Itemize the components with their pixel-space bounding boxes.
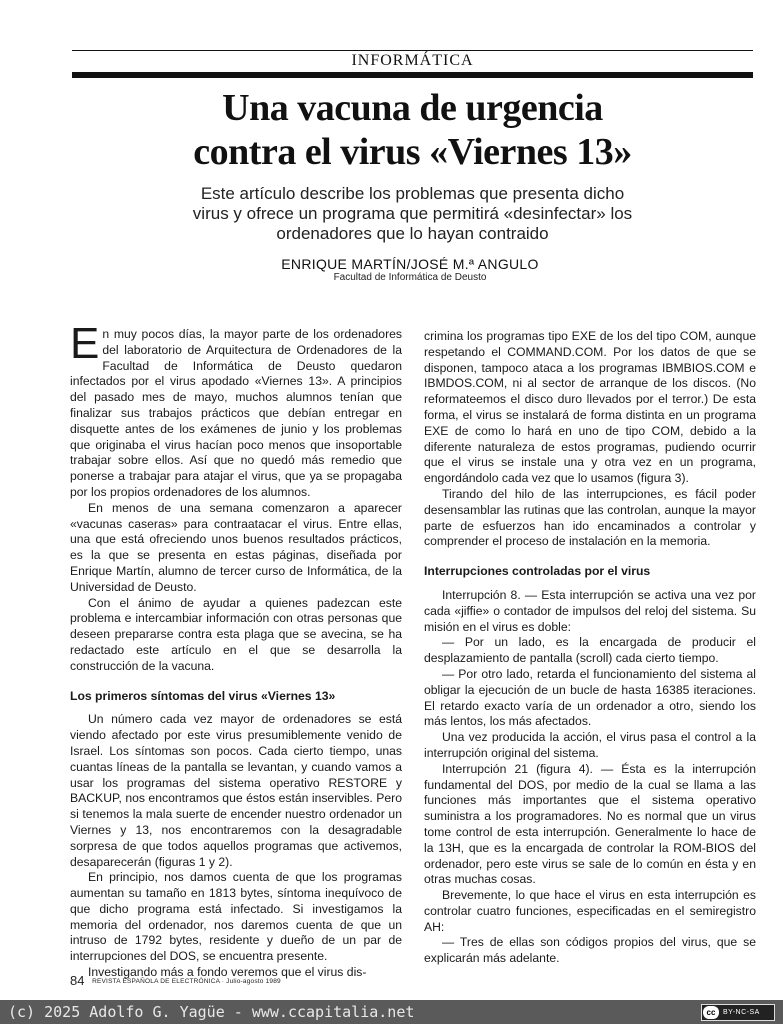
- paragraph: Un número cada vez mayor de ordenadores se está viendo afectado por este virus presumiblemente venido de Israel. Los síntomas son pocos. Cada cierto tiempo, unas cuantas líneas de la pantalla se levantan, y cuando vamos a usar los programas del sistema operativo RESTORE y BACKUP, nos encontramos que éstos están inservibles. Pero si tenemos la mala suerte de encender nuestro ordenador un Viernes y 13, nos encontraremos con la desagradable sorpresa de que todos aquellos programas que activemos, desaparecerán (figuras 1 y 2).: [70, 712, 402, 869]
- paragraph: Interrupción 8. — Esta interrupción se activa una vez por cada «jiffie» o contador de impulsos del reloj del sistema. Su misión en el virus es doble:: [424, 587, 756, 634]
- authors: ENRIQUE MARTÍN/JOSÉ M.ª ANGULO: [281, 256, 539, 272]
- section-heading: Interrupciones controladas por el virus: [424, 564, 651, 579]
- paragraph: — Por otro lado, retarda el funcionamiento del sistema al obligar la ejecución de un bucle de hasta 16385 iteraciones. El retardo exacto varía de un ordenador a otro, siendo los más lentos, los más afectados.: [424, 666, 756, 729]
- right-column: [424, 329, 756, 966]
- paragraph: Con el ánimo de ayudar a quienes padezcan este problema e intercambiar información con otras personas que deseen prepararse contra esta plaga que se avecina, se ha redactado este artículo en el que se desarrolla la construcción de la vacuna.: [70, 595, 402, 673]
- paragraph: — Por un lado, es la encargada de producir el desplazamiento de pantalla (scroll) cada cierto tiempo.: [424, 635, 756, 666]
- paragraph-intro-text: n muy pocos días, la mayor parte de los ordenadores del laboratorio de Arquitectura de Ordenadores de la Facultad de Informática de Deusto quedaron infectados por el virus apodado «Viernes 13». A principios del pasado mes de mayo, muchos alumnos tenían que finalizar sus trabajos prácticos que debían entregar en disquette antes de los exámenes de junio y los problemas que originaba el virus hacían poco menos que insoportable trabajar sobre ellos. Así que no quedó más remedio que ponerse a trabajar para atajar el virus, que ya se propagaba por los propios ordenadores de los alumnos.: [70, 327, 402, 499]
- section-label: INFORMÁTICA: [351, 52, 474, 69]
- section-heading: Los primeros síntomas del virus «Viernes 13»: [70, 688, 336, 703]
- cc-icon: cc: [703, 1006, 719, 1019]
- paragraph: crimina los programas tipo EXE de los del tipo COM, aunque respetando el COMMAND.COM. Por los datos de que se disponen, tampoco ataca a los programas IBMBIOS.COM e IBMDOS.COM, ni al sector de arranque de los discos. (No reformateemos el disco duro llevados por el terror.) De esta forma, el virus se instalará de forma distinta en un programa EXE de como lo hará en uno de tipo COM, debido a la diferente naturaleza de estos programas, pudiendo ocurrir que el virus se instale una y otra vez en un programa, engordándolo cada vez que lo usamos (figura 3).: [424, 329, 756, 486]
- subtitle-line-2: virus y ofrece un programa que permitirá «desinfectar» los: [192, 204, 633, 223]
- magazine-name: REVISTA ESPAÑOLA DE ELECTRÓNICA · Julio-agosto 1989: [92, 978, 281, 985]
- title-line-2: contra el virus «Viernes 13»: [193, 131, 632, 173]
- paragraph: En principio, nos damos cuenta de que los programas aumentan su tamaño en 1813 bytes, síntoma inequívoco de que dicho programa está infectado. Si investigamos la memoria del ordenador, nos daremos cuenta de que un intruso de 1792 bytes, residente y dueño de un par de interrupciones del DOS, se encuentra presente.: [70, 870, 402, 964]
- page-footer: [70, 973, 281, 988]
- paragraph: En menos de una semana comenzaron a aparecer «vacunas caseras» para contraatacar el virus. Entre ellas, una que está ofreciendo unos buenos resultados prácticos, es la que se presenta en estas páginas, diseñada por Enrique Martín, alumno de tercer curso de Informática, de la Universidad de Deusto.: [70, 500, 402, 594]
- drop-cap: E: [70, 319, 100, 368]
- article-subtitle: [130, 184, 695, 244]
- article-title: [60, 86, 765, 174]
- affiliation: Facultad de Informática de Deusto: [333, 272, 487, 283]
- subtitle-line-3: ordenadores que lo hayan contraido: [276, 224, 549, 243]
- license-text: BY-NC-SA: [723, 1009, 760, 1016]
- paragraph: Interrupción 21 (figura 4). — Ésta es la interrupción fundamental del DOS, por medio de la cual se llama a las funciones más importantes que el sistema operativo suministra a los programadores. No es normal que un virus tome control de esta interrupción. Generalmente lo hace de la 13H, que es la encargada de controlar la ROM-BIOS del ordenador, pero este virus se sale de lo común en ésta y en otras muchas cosas.: [424, 761, 756, 887]
- paragraph: — Tres de ellas son códigos propios del virus, que se explicarán más adelante.: [424, 935, 756, 966]
- left-column: [70, 319, 402, 980]
- title-line-1: Una vacuna de urgencia: [222, 87, 603, 129]
- paragraph: Brevemente, lo que hace el virus en esta interrupción es controlar cuatro funciones, especificadas en el semiregistro AH:: [424, 888, 756, 934]
- copyright-watermark: [0, 1000, 783, 1024]
- watermark-text: (c) 2025 Adolfo G. Yagüe - www.ccapitalia.net: [8, 1003, 415, 1021]
- paragraph-intro: [70, 319, 402, 501]
- page-number: 84: [70, 973, 85, 988]
- header-rule-thick: [72, 72, 753, 78]
- paragraph: Investigando más a fondo veremos que el virus dis-: [88, 965, 367, 980]
- subtitle-line-1: Este artículo describe los problemas que presenta dicho: [200, 184, 625, 203]
- license-badge: [701, 1004, 775, 1021]
- header-rule-top: [72, 50, 753, 51]
- paragraph: Tirando del hilo de las interrupciones, es fácil poder desensamblar las rutinas que las controlan, aunque la mayor parte de esfuerzos han ido encaminados a controlar y comprender el proceso de instalación en la memoria.: [424, 486, 756, 549]
- paragraph: Una vez producida la acción, el virus pasa el control a la interrupción original del sistema.: [424, 730, 756, 760]
